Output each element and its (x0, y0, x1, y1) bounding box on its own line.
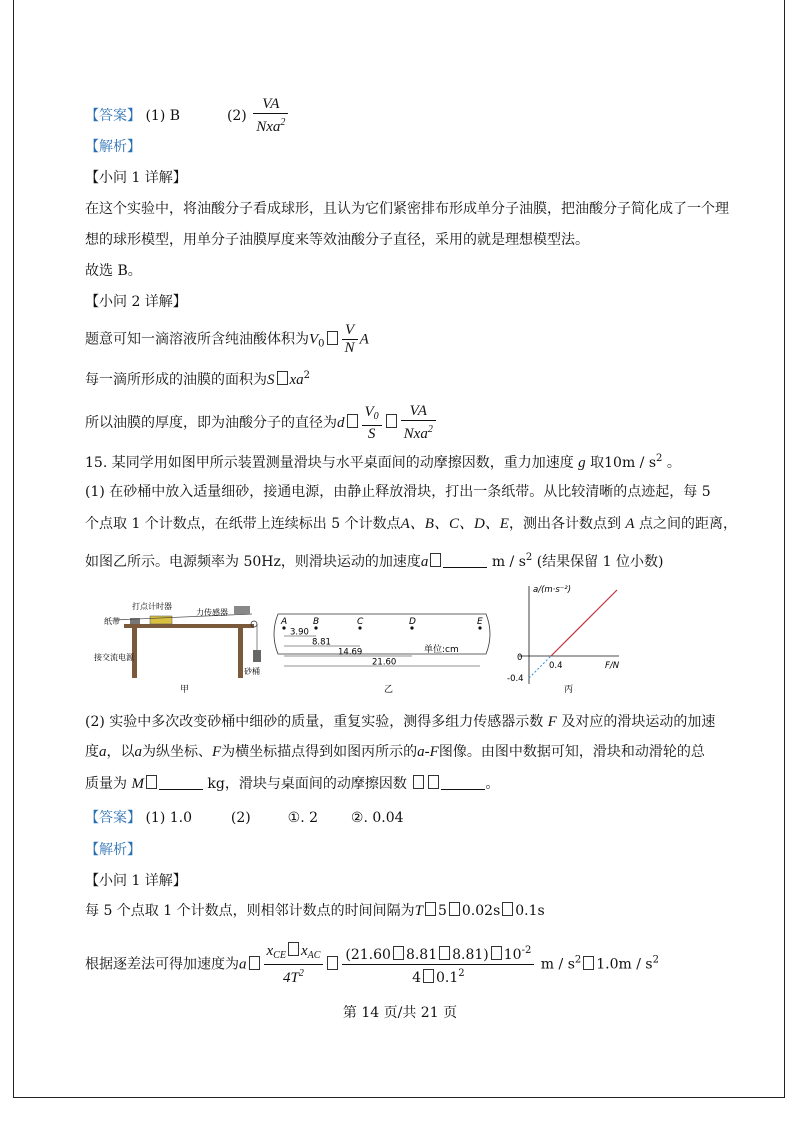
label-paper: 纸带 (104, 617, 120, 626)
distance-label: 21.60 (372, 657, 397, 668)
experiment-figures (84, 580, 644, 696)
answer-15: 【答案】 (1) 1.0 (2) ①. 2 ②. 0.04 (85, 810, 404, 826)
answer-fraction: $\frac{VA}{Nxa^2}$ (253, 96, 288, 136)
label-power: 接交流电源 (94, 653, 134, 662)
paragraph-line: 想的球形模型，用单分子油膜厚度来等效油酸分子直径，采用的就是理想模型法。 (85, 232, 589, 248)
paragraph-line: 个点取 1 个计数点，在纸带上连续标出 5 个计数点A、B、C、D、E，测出各计数点到 A 点之间的距离， (85, 516, 738, 532)
paragraph-line: 如图乙所示。电源频率为 50Hz，则滑块运动的加速度a m / $s^2$ (结果保留 1 位小数) (85, 552, 664, 570)
tape-label-D: D (409, 617, 416, 627)
y-axis-label: a/(m·s⁻²) (533, 585, 572, 595)
label-timer: 打点计时器 (132, 602, 172, 611)
slider-block (150, 616, 172, 624)
paragraph-line: 故选 B。 (85, 263, 142, 279)
paragraph-line: 度a，以a为纵坐标、F为横坐标描点得到如图丙所示的a-F图像。由图中数据可知，滑块和动滑轮的总 (85, 744, 705, 760)
formula-area: 每一滴所形成的油膜的面积为S $xa^2$ (85, 370, 311, 388)
tape-label-E: E (477, 617, 483, 627)
distance-label: 8.81 (312, 637, 331, 648)
paragraph-line: (1) 在砂桶中放入适量细砂，接通电源，由静止释放滑块，打出一条纸带。从比较清晰的点迹起，每 5 (85, 484, 711, 500)
subquestion-1-heading: 【小问 1 详解】 (85, 170, 187, 186)
answer-tag: 【答案】 (85, 108, 141, 124)
unit-label: 单位:cm (424, 645, 459, 655)
figure-yi (274, 614, 490, 695)
distance-label: 14.69 (338, 647, 363, 658)
caption-jia: 甲 (180, 685, 190, 695)
y-tick-label: -0.4 (507, 674, 524, 684)
origin-label: 0 (517, 653, 523, 663)
tape-label-A: A (281, 617, 288, 627)
table-leg (238, 628, 243, 678)
subquestion-1-heading: 【小问 1 详解】 (85, 873, 187, 889)
tape-label-B: B (313, 617, 320, 627)
sand-bucket (253, 650, 261, 662)
series-line (551, 590, 617, 656)
subquestion-2-heading: 【小问 2 详解】 (85, 294, 187, 310)
paragraph-line: 在这个实验中，将油酸分子看成球形，且认为它们紧密排布形成单分子油膜，把油酸分子简化成了一个理 (85, 201, 729, 217)
formula-acceleration: 根据逐差法可得加速度为a $\frac{x_{CE} x_{AC}}{4T^2}$ $\frac{(21.60 8.81 8.81) 10^{-2}}{4 0.1^2}$ m / $s^2$ $1.0m / s^2$ (85, 943, 659, 986)
formula-volume: 题意可知一滴溶液所含纯油酸体积为$V_0$ $\frac{V}{N}$ A (85, 322, 369, 356)
analysis-tag-1: 【解析】 (85, 139, 141, 155)
paragraph-line: 质量为 M kg，滑块与桌面间的动摩擦因数 。 (85, 776, 500, 792)
distance-label: 3.90 (290, 627, 309, 638)
analysis-tag-2: 【解析】 (85, 842, 141, 858)
x-axis-label: F/N (605, 661, 620, 671)
series-line-extrapolated (529, 656, 551, 678)
sensor (234, 606, 250, 614)
label-sand: 砂桶 (244, 667, 260, 676)
figure-jia (94, 601, 261, 695)
label-sensor: 力传感器 (196, 608, 228, 617)
caption-yi: 乙 (384, 685, 394, 695)
caption-bing: 丙 (564, 685, 574, 695)
paragraph-line: (2) 实验中多次改变砂桶中细砂的质量，重复实验，测得多组力传感器示数 F 及对应的滑块运动的加速 (85, 714, 716, 730)
page-footer: 第 14 页/共 21 页 (342, 1005, 458, 1021)
answer-part2: (2) (226, 108, 247, 124)
formula-diameter: 所以油膜的厚度，即为油酸分子的直径为d $\frac{V_0}{S}$ $\frac{VA}{Nxa^2}$ (85, 403, 438, 443)
tape-label-C: C (357, 617, 364, 627)
x-tick-label: 0.4 (549, 661, 563, 671)
answer-part1: (1) B (145, 108, 181, 124)
answer-14 (85, 96, 290, 136)
figure-bing (507, 585, 620, 695)
question-15-stem: 15. 某同学用如图甲所示装置测量滑块与水平桌面间的动摩擦因数，重力加速度 g 取$10m / s^2$ 。 (85, 453, 681, 471)
table-top (124, 624, 254, 628)
formula-period: 每 5 个点取 1 个计数点，则相邻计数点的时间间隔为T 5 0.02s 0.1s (85, 903, 545, 919)
